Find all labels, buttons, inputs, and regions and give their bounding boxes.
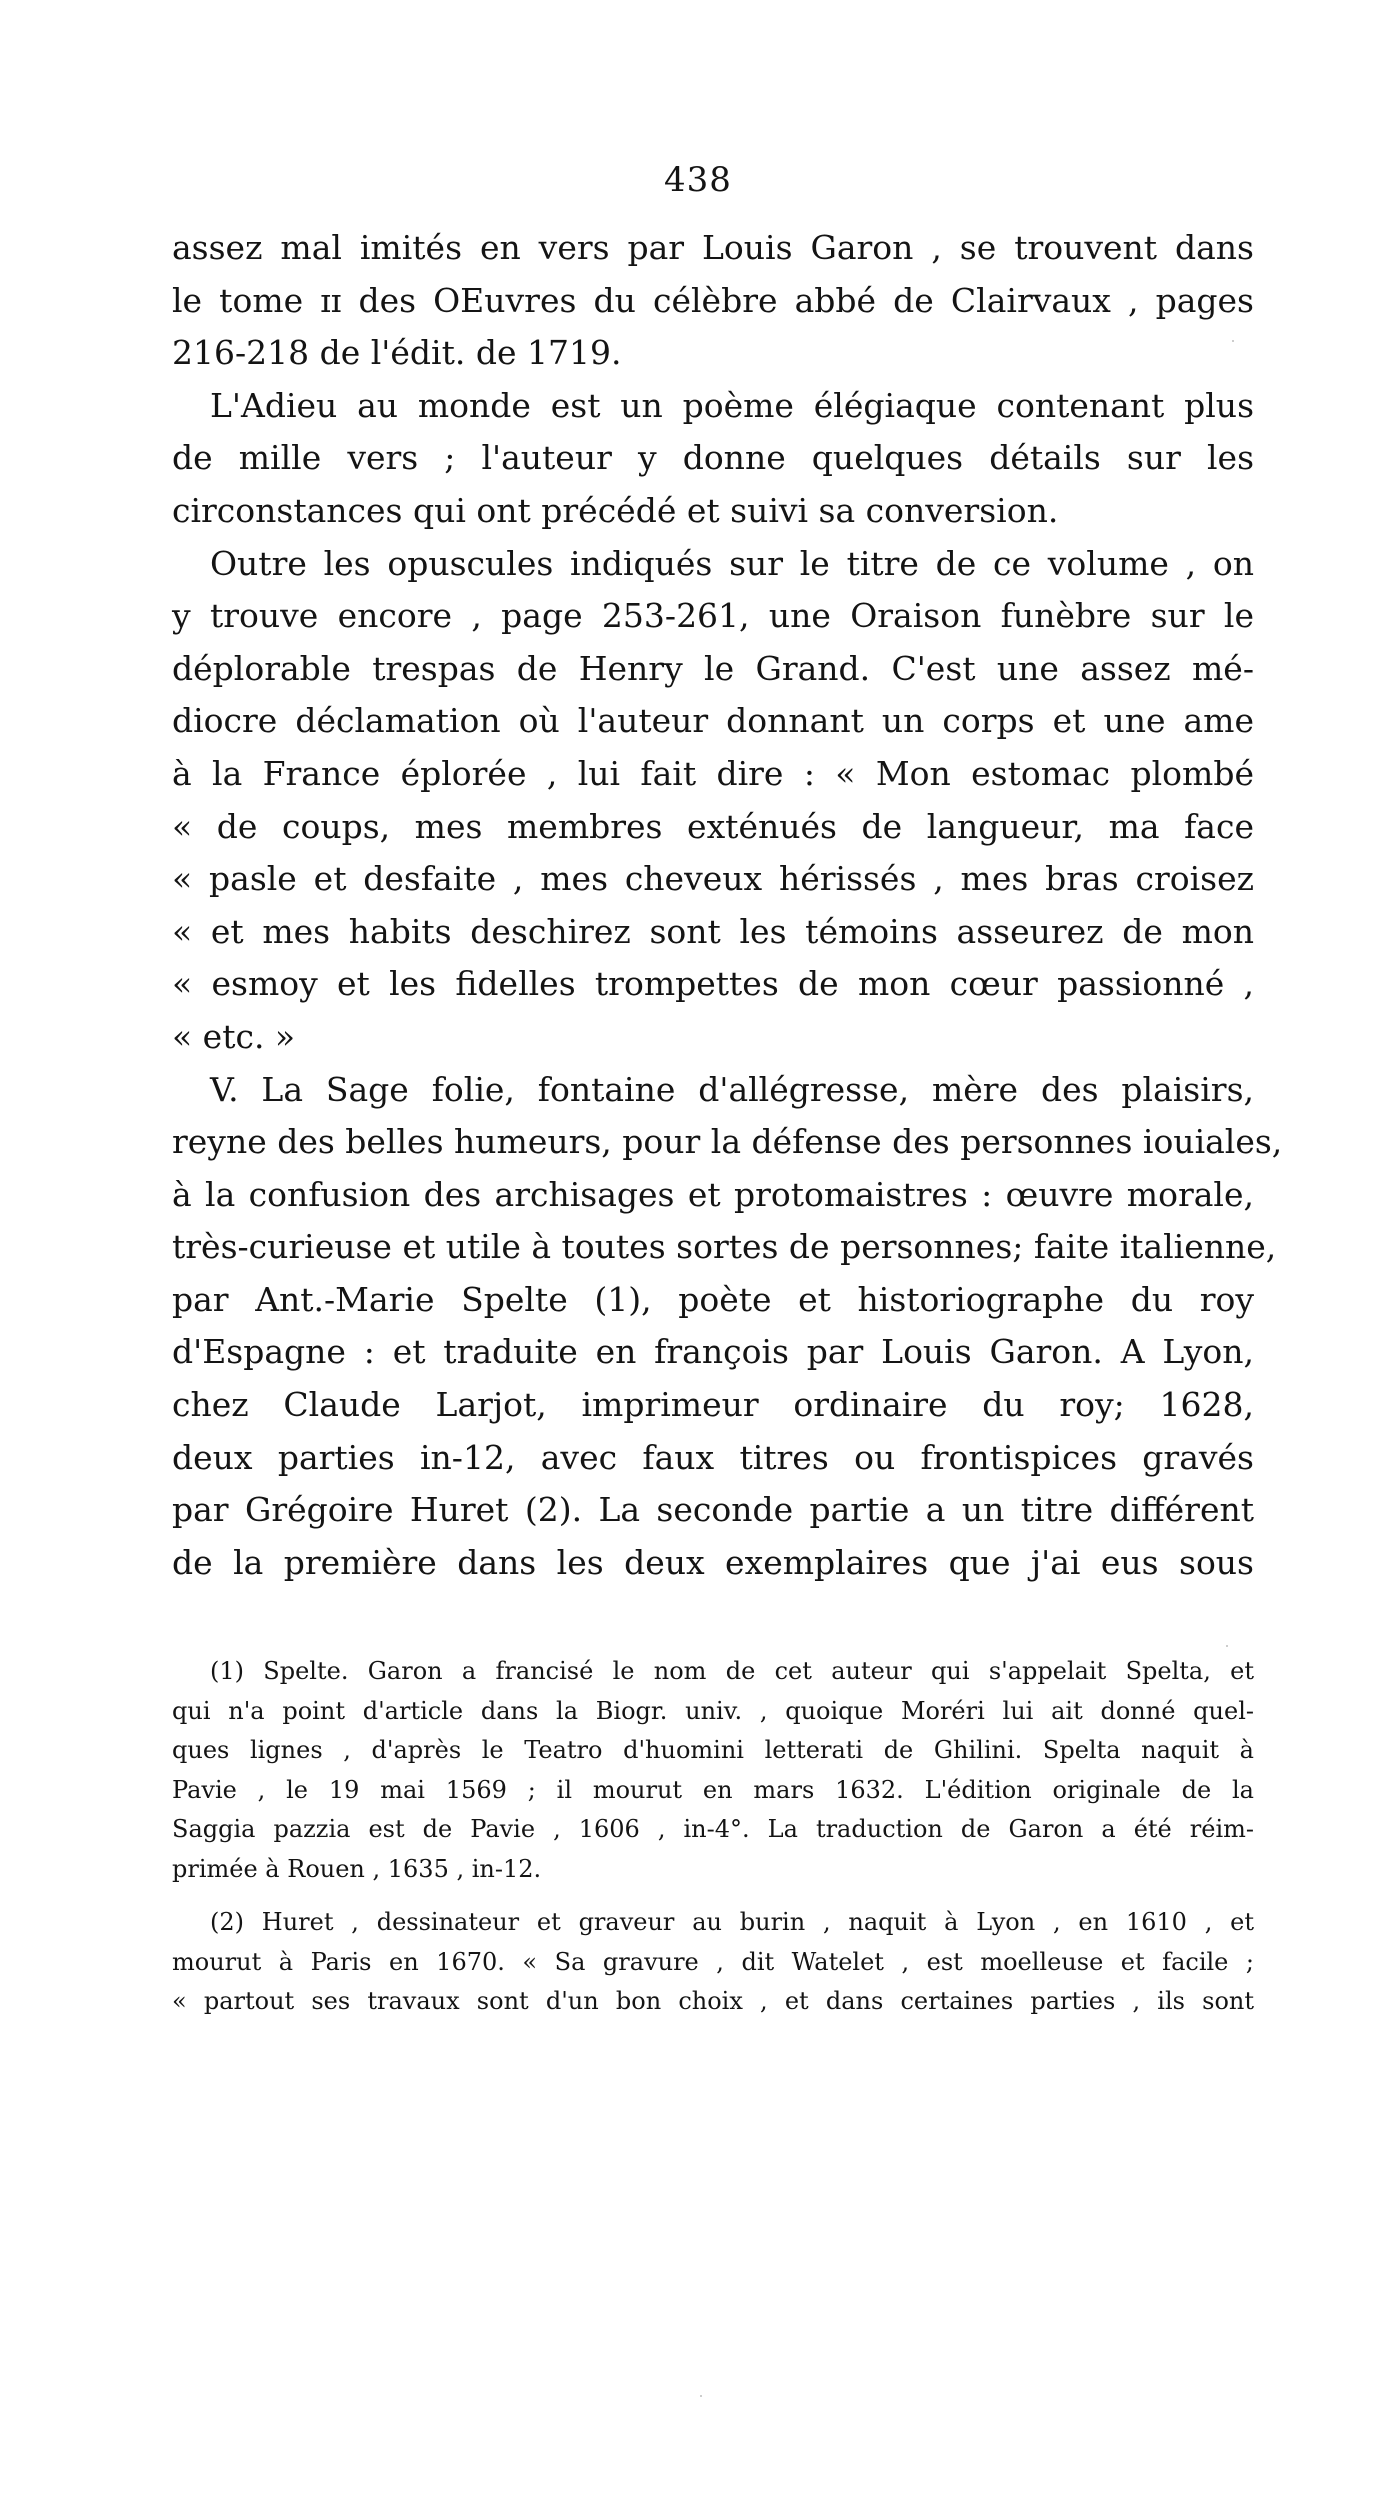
paper-speck	[1226, 1645, 1228, 1647]
text-line: « et mes habits deschirez sont les témoins asseurez de mon	[172, 911, 1254, 951]
text-line: y trouve encore , page 253-261, une Oraison funèbre sur le	[172, 596, 1254, 636]
text-line: à la France éplorée , lui fait dire : « Mon estomac plombé	[172, 753, 1254, 793]
text-line: d'Espagne : et traduite en françois par Louis Garon. A Lyon,	[172, 1332, 1254, 1372]
footnote-gap	[172, 1889, 1254, 1903]
text-line: le tome ɪɪ des OEuvres du célèbre abbé de Clairvaux , pages	[172, 280, 1254, 320]
footnote-line: (1) Spelte. Garon a francisé le nom de cet auteur qui s'appelait Spelta, et	[210, 1657, 1254, 1685]
text-line: Outre les opuscules indiqués sur le titre de ce volume , on	[210, 543, 1254, 583]
text-line: « de coups, mes membres exténués de langueur, ma face	[172, 806, 1254, 846]
footnote-line: (2) Huret , dessinateur et graveur au burin , naquit à Lyon , en 1610 , et	[210, 1908, 1254, 1936]
footnote-line: Pavie , le 19 mai 1569 ; il mourut en mars 1632. L'édition originale de la	[172, 1775, 1254, 1804]
paper-speck	[700, 2395, 702, 2397]
text-line: déplorable trespas de Henry le Grand. C'est une assez mé-	[172, 648, 1254, 688]
text-line: par Grégoire Huret (2). La seconde partie a un titre différent	[172, 1490, 1254, 1530]
text-line: de la première dans les deux exemplaires que j'ai eus sous	[172, 1542, 1254, 1582]
main-text	[172, 222, 1283, 1589]
text-line: par Ant.-Marie Spelte (1), poète et historiographe du roy	[172, 1279, 1254, 1319]
text-line: reyne des belles humeurs, pour la défense des personnes iouiales,	[172, 1122, 1283, 1162]
text-line: chez Claude Larjot, imprimeur ordinaire du roy; 1628,	[172, 1385, 1254, 1425]
text-line: circonstances qui ont précédé et suivi sa conversion.	[172, 490, 1059, 530]
footnotes	[172, 1652, 1254, 2022]
footnote-line: ques lignes , d'après le Teatro d'huomini letterati de Ghilini. Spelta naquit à	[172, 1736, 1254, 1764]
text-line: diocre déclamation où l'auteur donnant un corps et une ame	[172, 701, 1254, 741]
text-line: deux parties in-12, avec faux titres ou frontispices gravés	[172, 1437, 1254, 1477]
text-line: de mille vers ; l'auteur y donne quelques détails sur les	[172, 438, 1254, 478]
footnote-line: Saggia pazzia est de Pavie , 1606 , in-4°. La traduction de Garon a été réim-	[172, 1815, 1254, 1843]
footnote-line: qui n'a point d'article dans la Biogr. univ. , quoique Moréri lui ait donné quel-	[172, 1696, 1254, 1725]
text-line: à la confusion des archisages et protomaistres : œuvre morale,	[172, 1174, 1254, 1214]
footnote-line: mourut à Paris en 1670. « Sa gravure , dit Watelet , est moelleuse et facile ;	[172, 1947, 1254, 1976]
text-line: 216-218 de l'édit. de 1719.	[172, 333, 622, 373]
text-line: « etc. »	[172, 1016, 296, 1056]
page-number: 438	[664, 160, 732, 200]
text-line: « pasle et desfaite , mes cheveux hérissés , mes bras croisez	[172, 859, 1254, 899]
text-line: assez mal imités en vers par Louis Garon , se trouvent dans	[172, 228, 1254, 267]
paper-speck	[1232, 340, 1234, 342]
text-line: « esmoy et les fidelles trompettes de mon cœur passionné ,	[172, 964, 1254, 1004]
footnote-line: « partout ses travaux sont d'un bon choix , et dans certaines parties , ils sont	[172, 1987, 1254, 2015]
text-line: L'Adieu au monde est un poème élégiaque contenant plus	[210, 385, 1254, 425]
footnote-line: primée à Rouen , 1635 , in-12.	[172, 1854, 542, 1883]
text-line: très-curieuse et utile à toutes sortes de personnes; faite italienne,	[172, 1227, 1277, 1267]
text-line: V. La Sage folie, fontaine d'allégresse, mère des plaisirs,	[210, 1069, 1254, 1109]
